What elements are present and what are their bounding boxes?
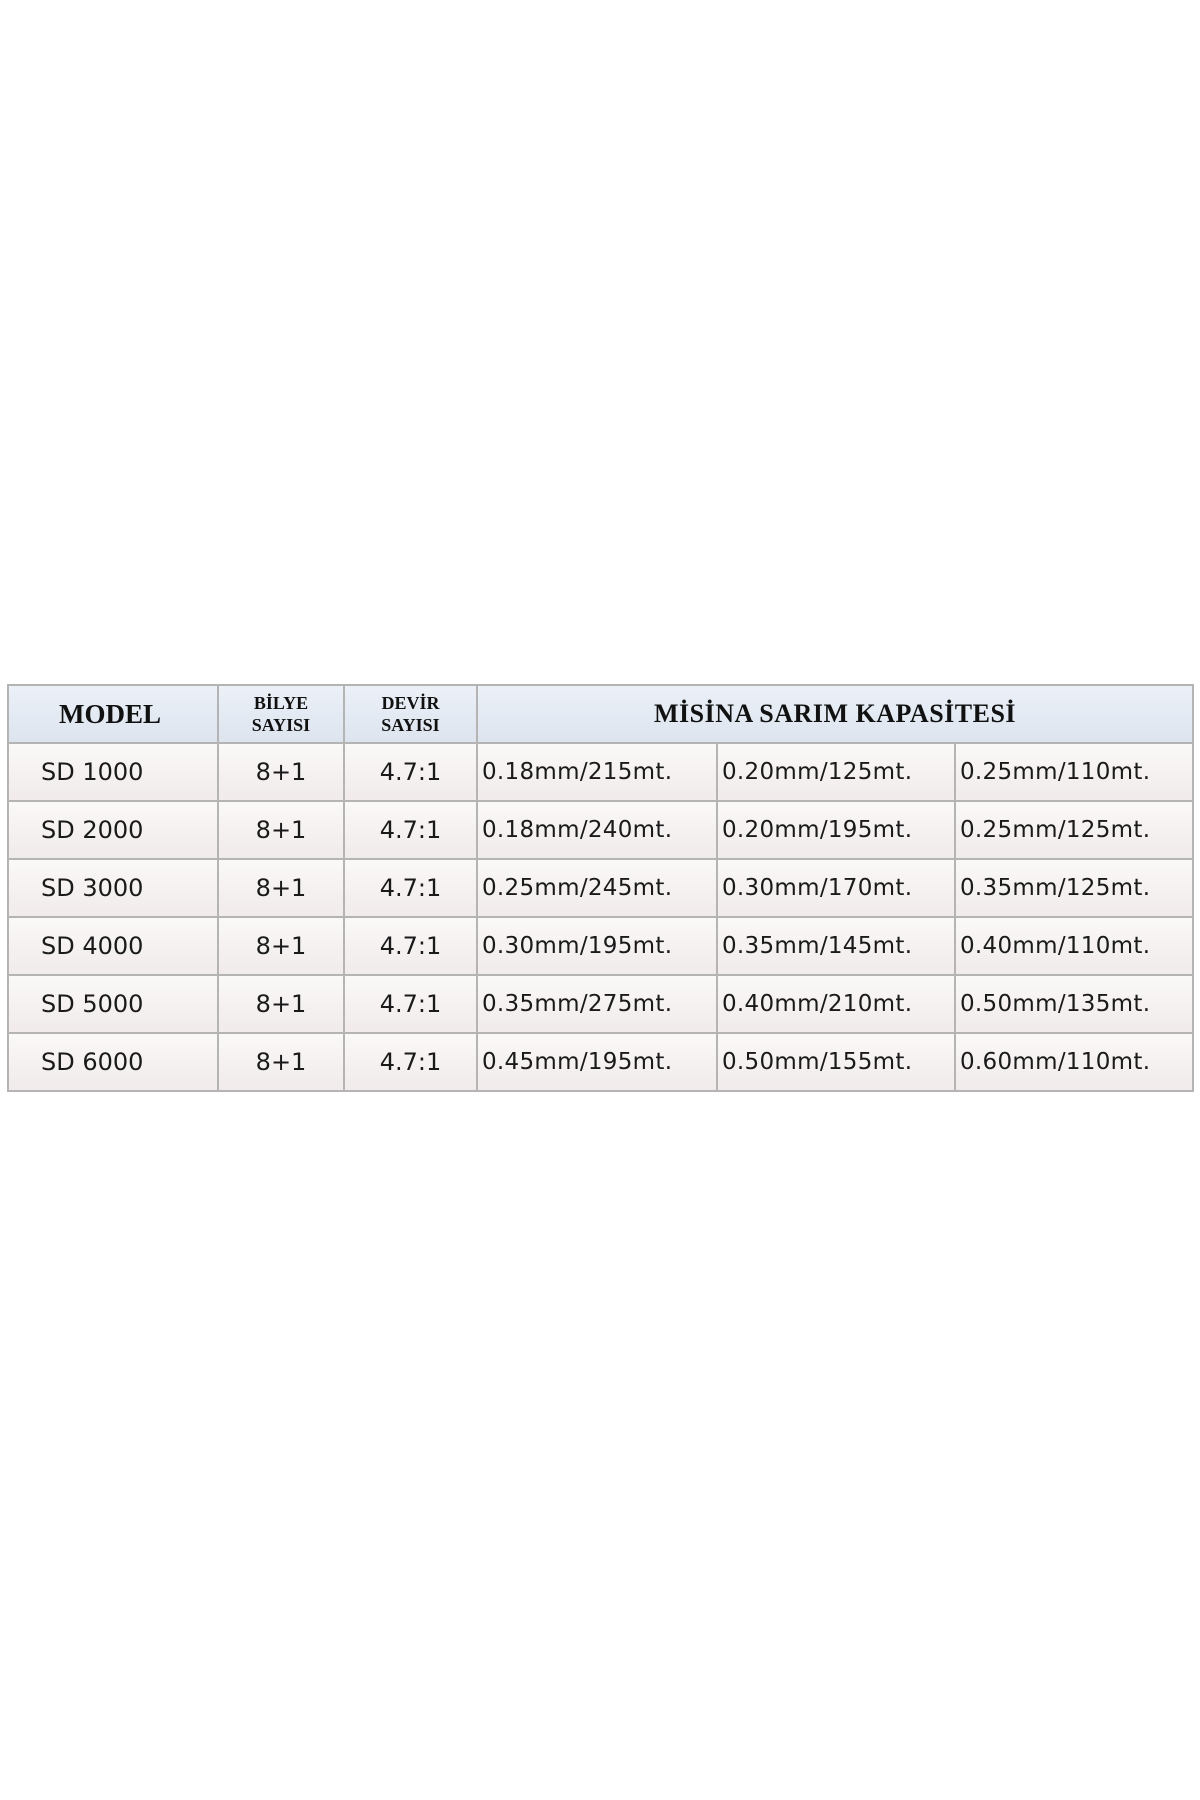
cell-model: SD 5000 [8, 975, 218, 1033]
table-row [8, 801, 1193, 859]
cell-model: SD 2000 [8, 801, 218, 859]
spec-table [7, 684, 1194, 1092]
header-devir-line2: SAYISI [381, 715, 440, 735]
cell-devir: 4.7:1 [344, 801, 477, 859]
cell-devir: 4.7:1 [344, 1033, 477, 1091]
cell-capacity-2: 0.50mm/155mt. [717, 1033, 955, 1091]
cell-capacity-3: 0.25mm/110mt. [955, 743, 1193, 801]
cell-bilye: 8+1 [218, 859, 344, 917]
cell-capacity-2: 0.35mm/145mt. [717, 917, 955, 975]
cell-capacity-1: 0.30mm/195mt. [477, 917, 717, 975]
cell-capacity-2: 0.20mm/195mt. [717, 801, 955, 859]
header-bilye-line2: SAYISI [251, 715, 311, 735]
cell-bilye: 8+1 [218, 801, 344, 859]
cell-capacity-1: 0.18mm/215mt. [477, 743, 717, 801]
cell-bilye: 8+1 [218, 743, 344, 801]
header-bilye-line1: BİLYE [253, 693, 309, 713]
cell-devir: 4.7:1 [344, 917, 477, 975]
header-capacity: MİSİNA SARIM KAPASİTESİ [477, 685, 1193, 743]
cell-capacity-3: 0.35mm/125mt. [955, 859, 1193, 917]
table-row [8, 743, 1193, 801]
cell-capacity-3: 0.25mm/125mt. [955, 801, 1193, 859]
cell-devir: 4.7:1 [344, 975, 477, 1033]
cell-capacity-1: 0.45mm/195mt. [477, 1033, 717, 1091]
cell-devir: 4.7:1 [344, 743, 477, 801]
header-row [8, 685, 1193, 743]
header-devir-line1: DEVİR [381, 693, 440, 713]
table-row [8, 917, 1193, 975]
cell-model: SD 1000 [8, 743, 218, 801]
cell-devir: 4.7:1 [344, 859, 477, 917]
cell-capacity-1: 0.18mm/240mt. [477, 801, 717, 859]
cell-capacity-1: 0.25mm/245mt. [477, 859, 717, 917]
cell-bilye: 8+1 [218, 917, 344, 975]
cell-model: SD 6000 [8, 1033, 218, 1091]
table-row [8, 975, 1193, 1033]
header-bilye-sayisi [218, 685, 344, 743]
table-body [8, 743, 1193, 1091]
cell-model: SD 4000 [8, 917, 218, 975]
cell-model: SD 3000 [8, 859, 218, 917]
table-row [8, 1033, 1193, 1091]
cell-capacity-3: 0.50mm/135mt. [955, 975, 1193, 1033]
cell-capacity-3: 0.60mm/110mt. [955, 1033, 1193, 1091]
cell-bilye: 8+1 [218, 975, 344, 1033]
table-header [8, 685, 1193, 743]
cell-capacity-2: 0.30mm/170mt. [717, 859, 955, 917]
table-row [8, 859, 1193, 917]
cell-capacity-1: 0.35mm/275mt. [477, 975, 717, 1033]
cell-capacity-2: 0.20mm/125mt. [717, 743, 955, 801]
header-devir-sayisi [344, 685, 477, 743]
cell-capacity-2: 0.40mm/210mt. [717, 975, 955, 1033]
cell-bilye: 8+1 [218, 1033, 344, 1091]
cell-capacity-3: 0.40mm/110mt. [955, 917, 1193, 975]
header-model: MODEL [8, 685, 218, 743]
